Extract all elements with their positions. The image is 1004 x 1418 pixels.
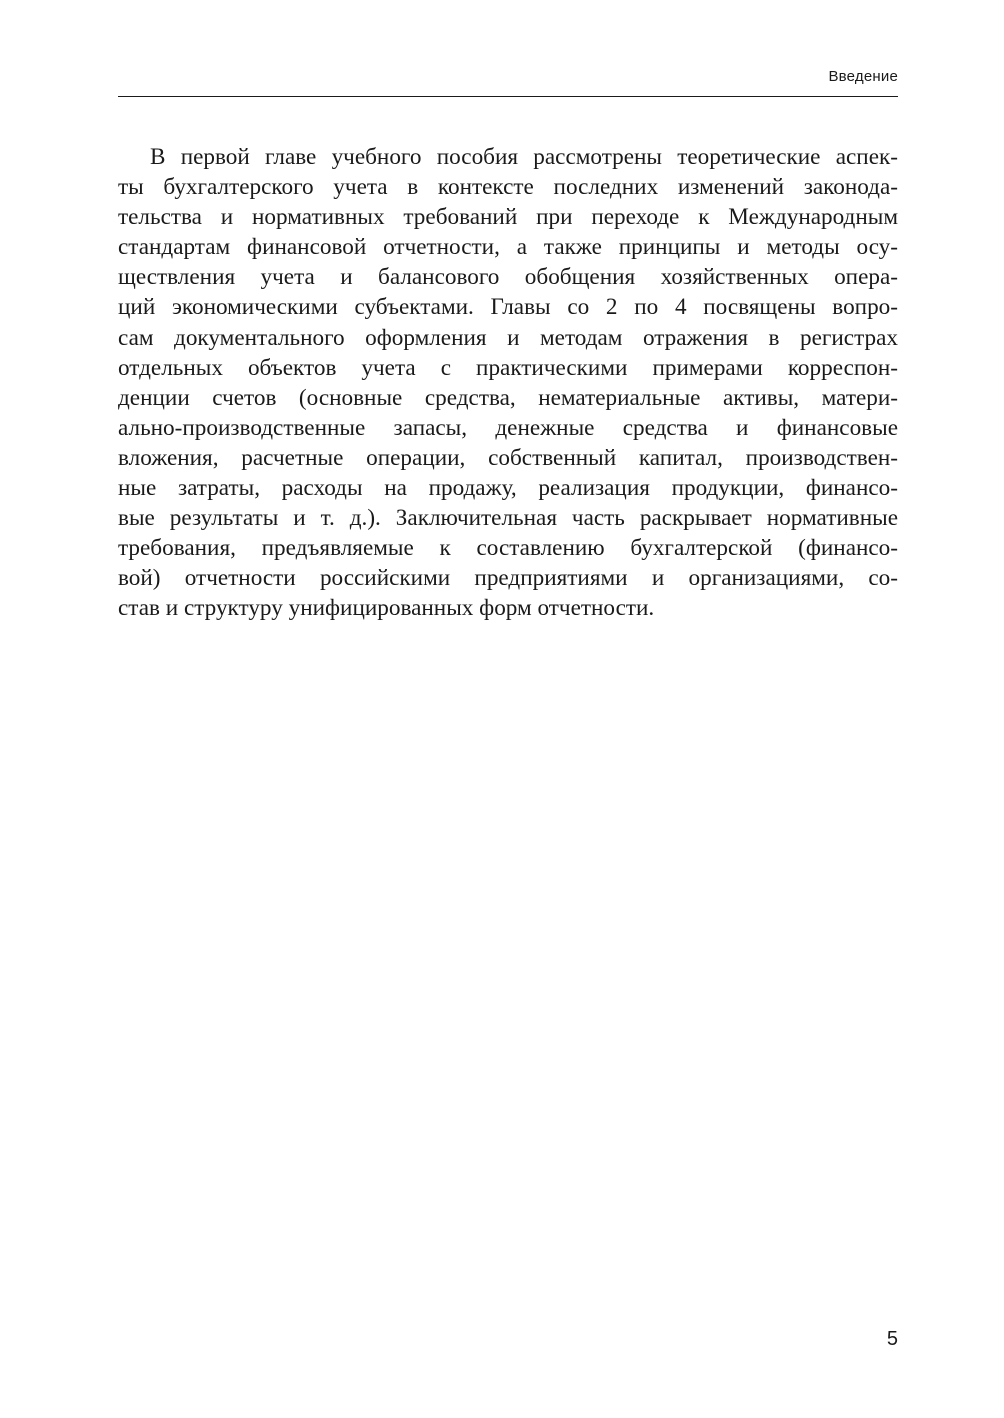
text-line: ные затраты, расходы на продажу, реализация продукции, финансо- <box>118 475 898 502</box>
text-line: став и структуру унифицированных форм отчетности. <box>118 595 655 622</box>
body-paragraph <box>118 142 898 624</box>
text-line: отдельных объектов учета с практическими примерами корреспон- <box>118 354 898 381</box>
text-line: ально-производственные запасы, денежные средства и финансовые <box>118 414 898 441</box>
text-line: денции счетов (основные средства, нематериальные активы, матери- <box>118 384 898 411</box>
page-number: 5 <box>886 1328 898 1350</box>
text-line: тельства и нормативных требований при переходе к Международным <box>118 204 898 231</box>
text-line: ций экономическими субъектами. Главы со 2 по 4 посвящены вопро- <box>118 294 898 321</box>
text-line: вой) отчетности российскими предприятиями и организациями, со- <box>118 565 898 592</box>
text-line: вложения, расчетные операции, собственный капитал, производствен- <box>118 444 898 471</box>
running-header: Введение <box>828 68 898 85</box>
text-line: требования, предъявляемые к составлению бухгалтерской (финансо- <box>118 535 898 562</box>
text-line: стандартам финансовой отчетности, а также принципы и методы осу- <box>118 234 898 261</box>
header-rule <box>118 96 898 97</box>
text-line: ты бухгалтерского учета в контексте последних изменений законода- <box>118 174 898 201</box>
text-line: В первой главе учебного пособия рассмотрены теоретические аспек- <box>150 144 898 170</box>
text-line: вые результаты и т. д.). Заключительная часть раскрывает нормативные <box>118 505 898 532</box>
text-line: ществления учета и балансового обобщения хозяйственных опера- <box>118 264 898 291</box>
text-line: сам документального оформления и методам отражения в регистрах <box>118 324 898 351</box>
